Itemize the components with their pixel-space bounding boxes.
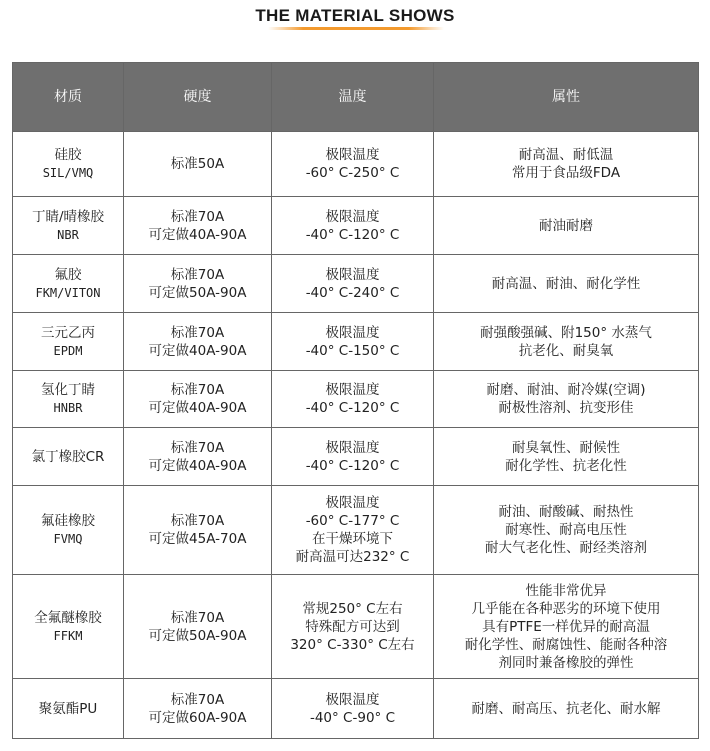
properties-line: 性能非常优异	[525, 582, 607, 599]
title-underline	[268, 27, 444, 30]
temperature-cell	[272, 679, 434, 739]
temperature-line: 极限温度	[325, 147, 380, 163]
temperature-line: 在干燥环境下	[312, 531, 393, 547]
hardness-line: 标准70A	[170, 609, 225, 626]
hardness-cell	[124, 486, 272, 575]
properties-line: 具有PTFE一样优异的耐高温	[482, 618, 650, 635]
material-line: EPDM	[53, 343, 83, 358]
page-title: THE MATERIAL SHOWS	[255, 6, 455, 25]
temperature-line: 特殊配方可达到	[305, 618, 400, 635]
hardness-line: 标准70A	[170, 513, 225, 529]
material-cell	[13, 255, 124, 313]
properties-line: 耐化学性、耐腐蚀性、能耐各种溶	[464, 636, 668, 653]
hardness-line: 标准70A	[170, 208, 225, 225]
properties-line: 耐油耐磨	[539, 217, 593, 234]
hardness-line: 可定做50A-90A	[148, 627, 247, 644]
temperature-line: 极限温度	[325, 208, 380, 225]
header-hardness: 硬度	[124, 63, 272, 132]
material-line: HNBR	[53, 401, 83, 415]
properties-line: 耐磨、耐油、耐冷媒(空调)	[486, 382, 646, 398]
temperature-line: 极限温度	[325, 382, 380, 398]
material-line: 丁睛/晴橡胶	[31, 208, 105, 225]
temperature-line: 常规250° C左右	[302, 600, 403, 617]
material-line: SIL/VMQ	[42, 166, 94, 180]
hardness-line: 标准50A	[170, 156, 225, 172]
table-row	[13, 132, 699, 197]
material-line: 硅胶	[54, 147, 82, 163]
table-row	[13, 255, 699, 313]
hardness-cell	[124, 428, 272, 486]
temperature-cell	[272, 197, 434, 255]
properties-cell	[434, 428, 699, 486]
temperature-line: -60° C-250° C	[305, 165, 400, 181]
hardness-cell	[124, 255, 272, 313]
properties-line: 耐极性溶剂、抗变形佳	[498, 400, 634, 416]
properties-line: 耐高温、耐油、耐化学性	[491, 275, 641, 292]
properties-cell	[434, 679, 699, 739]
temperature-line: 耐高温可达232° C	[295, 549, 410, 565]
hardness-cell	[124, 197, 272, 255]
material-cell	[13, 575, 124, 679]
temperature-line: 极限温度	[325, 691, 380, 708]
properties-line: 耐大气老化性、耐经类溶剂	[485, 540, 647, 556]
material-line: FKM/VITON	[35, 285, 101, 300]
properties-line: 耐油、耐酸碱、耐热性	[498, 504, 634, 520]
properties-cell	[434, 486, 699, 575]
material-line: 全氟醚橡胶	[34, 609, 102, 626]
temperature-cell	[272, 132, 434, 197]
temperature-line: -40° C-90° C	[309, 709, 396, 726]
table-row	[13, 679, 699, 739]
hardness-cell	[124, 679, 272, 739]
material-cell	[13, 371, 124, 428]
hardness-line: 可定做45A-70A	[148, 531, 247, 547]
temperature-line: 极限温度	[325, 324, 380, 341]
hardness-line: 标准70A	[170, 324, 225, 341]
hardness-line: 可定做40A-90A	[148, 457, 247, 474]
hardness-line: 标准70A	[170, 439, 225, 456]
properties-line: 几乎能在各种恶劣的环境下使用	[471, 600, 661, 617]
material-line: FFKM	[53, 628, 83, 643]
table-row	[13, 575, 699, 679]
material-cell	[13, 679, 124, 739]
temperature-cell	[272, 371, 434, 428]
table-row	[13, 197, 699, 255]
material-line: 氟硅橡胶	[41, 513, 95, 529]
material-table	[12, 62, 699, 739]
temperature-cell	[272, 575, 434, 679]
properties-line: 耐磨、耐高压、抗老化、耐水解	[471, 700, 661, 717]
hardness-line: 标准70A	[170, 266, 225, 283]
temperature-line: -40° C-120° C	[305, 457, 400, 474]
material-line: 氟胶	[54, 266, 82, 283]
header-temperature: 温度	[272, 63, 434, 132]
table-row	[13, 371, 699, 428]
temperature-line: -40° C-240° C	[305, 284, 400, 301]
temperature-line: 极限温度	[325, 266, 380, 283]
title-area	[0, 0, 710, 40]
material-line: NBR	[57, 227, 79, 242]
hardness-line: 可定做40A-90A	[148, 342, 247, 359]
hardness-line: 标准70A	[170, 691, 225, 708]
properties-line: 常用于食品级FDA	[511, 165, 621, 181]
properties-line: 抗老化、耐臭氧	[518, 342, 614, 359]
properties-line: 耐寒性、耐高电压性	[505, 522, 627, 538]
properties-cell	[434, 197, 699, 255]
properties-line: 耐强酸强碱、附150° 水蒸气	[480, 324, 652, 341]
properties-line: 耐化学性、抗老化性	[505, 457, 627, 474]
temperature-line: 极限温度	[325, 439, 380, 456]
properties-line: 剂同时兼备橡胶的弹性	[498, 654, 634, 671]
temperature-line: -40° C-120° C	[305, 400, 400, 416]
hardness-cell	[124, 313, 272, 371]
table-row	[13, 486, 699, 575]
material-line: 氯丁橡胶CR	[31, 448, 105, 465]
hardness-cell	[124, 575, 272, 679]
hardness-cell	[124, 132, 272, 197]
temperature-line: -40° C-120° C	[305, 226, 400, 243]
material-cell	[13, 197, 124, 255]
properties-cell	[434, 255, 699, 313]
properties-cell	[434, 575, 699, 679]
header-material: 材质	[13, 63, 124, 132]
temperature-line: 极限温度	[325, 495, 380, 511]
properties-line: 耐高温、耐低温	[518, 147, 614, 163]
hardness-cell	[124, 371, 272, 428]
temperature-line: 320° C-330° C左右	[290, 636, 415, 653]
temperature-line: -60° C-177° C	[305, 513, 400, 529]
hardness-line: 可定做40A-90A	[148, 226, 247, 243]
material-line: 聚氨酯PU	[38, 700, 98, 717]
material-line: FVMQ	[53, 532, 83, 546]
hardness-line: 可定做50A-90A	[148, 284, 247, 301]
temperature-cell	[272, 255, 434, 313]
material-cell	[13, 428, 124, 486]
temperature-cell	[272, 313, 434, 371]
hardness-line: 可定做60A-90A	[148, 709, 247, 726]
temperature-line: -40° C-150° C	[305, 342, 400, 359]
properties-cell	[434, 371, 699, 428]
properties-cell	[434, 132, 699, 197]
material-line: 氢化丁睛	[41, 382, 95, 398]
hardness-line: 标准70A	[170, 382, 225, 398]
material-cell	[13, 486, 124, 575]
material-cell	[13, 313, 124, 371]
table-header-row	[13, 63, 699, 132]
temperature-cell	[272, 428, 434, 486]
temperature-cell	[272, 486, 434, 575]
table-row	[13, 313, 699, 371]
hardness-line: 可定做40A-90A	[148, 400, 247, 416]
properties-line: 耐臭氧性、耐候性	[512, 439, 620, 456]
table-row	[13, 428, 699, 486]
header-properties: 属性	[434, 63, 699, 132]
material-line: 三元乙丙	[41, 324, 95, 341]
material-cell	[13, 132, 124, 197]
properties-cell	[434, 313, 699, 371]
